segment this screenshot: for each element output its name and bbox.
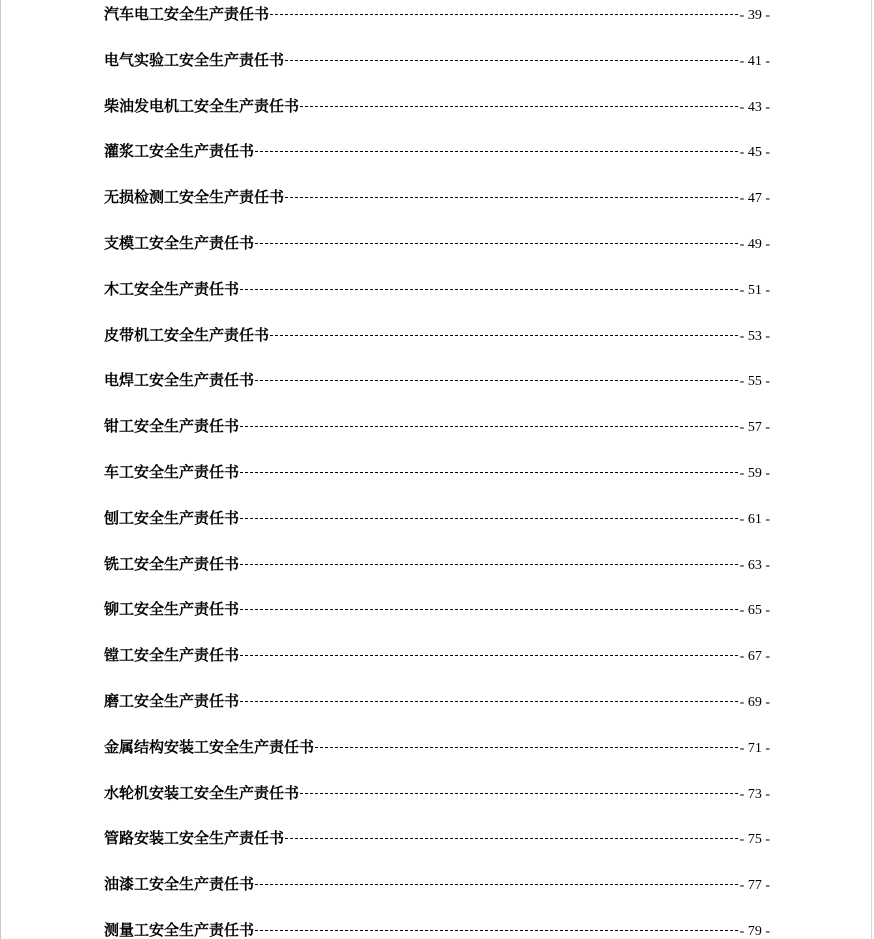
toc-entry-page-number: - 59 - xyxy=(739,465,770,481)
toc-entry-page-number: - 73 - xyxy=(739,786,770,802)
toc-entry[interactable] xyxy=(104,595,770,641)
toc-entry-title[interactable]: 铣工安全生产责任书 xyxy=(104,554,240,573)
toc-dot-leader xyxy=(255,151,738,152)
toc-dot-leader xyxy=(255,930,738,931)
toc-entry[interactable] xyxy=(104,275,770,321)
toc-dot-leader xyxy=(300,793,738,794)
toc-entry-title[interactable]: 电气实验工安全生产责任书 xyxy=(104,50,285,69)
toc-entry-title[interactable]: 柴油发电机工安全生产责任书 xyxy=(104,96,300,115)
toc-entry[interactable] xyxy=(104,412,770,458)
toc-entry-page-number: - 71 - xyxy=(739,740,770,756)
toc-dot-leader xyxy=(240,655,738,656)
toc-dot-leader xyxy=(270,14,738,15)
toc-entry[interactable] xyxy=(104,916,770,939)
toc-row xyxy=(104,919,770,939)
toc-entry[interactable] xyxy=(104,687,770,733)
toc-row xyxy=(104,369,770,393)
toc-entry-page-number: - 63 - xyxy=(739,557,770,573)
toc-entry[interactable] xyxy=(104,870,770,916)
page-right-edge xyxy=(871,0,872,939)
toc-dot-leader xyxy=(285,197,738,198)
toc-dot-leader xyxy=(255,243,738,244)
toc-entry-page-number: - 75 - xyxy=(739,832,770,848)
toc-entry-title[interactable]: 电焊工安全生产责任书 xyxy=(104,371,255,390)
toc-entry-page-number: - 41 - xyxy=(739,53,770,69)
toc-dot-leader xyxy=(255,380,738,381)
table-of-contents xyxy=(104,0,770,939)
toc-entry-title[interactable]: 铆工安全生产责任书 xyxy=(104,600,240,619)
toc-entry-page-number: - 39 - xyxy=(739,8,770,23)
toc-entry-title[interactable]: 皮带机工安全生产责任书 xyxy=(104,325,270,344)
toc-row xyxy=(104,186,770,210)
toc-dot-leader xyxy=(270,335,738,336)
toc-entry-title[interactable]: 汽车电工安全生产责任书 xyxy=(104,5,270,23)
toc-dot-leader xyxy=(240,701,738,702)
toc-entry[interactable] xyxy=(104,92,770,138)
toc-dot-leader xyxy=(315,747,738,748)
toc-entry-page-number: - 69 - xyxy=(739,694,770,710)
toc-entry-title[interactable]: 支模工安全生产责任书 xyxy=(104,233,255,252)
toc-entry-title[interactable]: 无损检测工安全生产责任书 xyxy=(104,188,285,207)
toc-row xyxy=(104,95,770,119)
toc-dot-leader xyxy=(240,518,738,519)
toc-row xyxy=(104,598,770,622)
toc-entry-title[interactable]: 车工安全生产责任书 xyxy=(104,462,240,481)
toc-entry-title[interactable]: 油漆工安全生产责任书 xyxy=(104,875,255,894)
toc-entry-page-number: - 57 - xyxy=(739,420,770,436)
toc-entry-page-number: - 67 - xyxy=(739,649,770,665)
toc-entry-title[interactable]: 测量工安全生产责任书 xyxy=(104,920,255,939)
toc-entry-page-number: - 77 - xyxy=(739,878,770,894)
toc-row xyxy=(104,461,770,485)
toc-entry[interactable] xyxy=(104,137,770,183)
toc-entry[interactable] xyxy=(104,321,770,367)
toc-dot-leader xyxy=(240,564,738,565)
toc-entry-title[interactable]: 木工安全生产责任书 xyxy=(104,279,240,298)
toc-entry-page-number: - 45 - xyxy=(739,145,770,161)
toc-row xyxy=(104,140,770,164)
toc-dot-leader xyxy=(240,426,738,427)
toc-entry-page-number: - 55 - xyxy=(739,374,770,390)
toc-entry[interactable] xyxy=(104,46,770,92)
toc-entry[interactable] xyxy=(104,641,770,687)
toc-entry-title[interactable]: 水轮机安装工安全生产责任书 xyxy=(104,783,300,802)
toc-entry-page-number: - 79 - xyxy=(739,923,770,939)
toc-row xyxy=(104,553,770,577)
toc-dot-leader xyxy=(240,472,738,473)
toc-entry-page-number: - 65 - xyxy=(739,603,770,619)
toc-entry-title[interactable]: 磨工安全生产责任书 xyxy=(104,691,240,710)
toc-row xyxy=(104,644,770,668)
toc-dot-leader xyxy=(240,289,738,290)
toc-row xyxy=(104,3,770,27)
toc-dot-leader xyxy=(300,106,738,107)
toc-entry[interactable] xyxy=(104,0,770,46)
toc-entry[interactable] xyxy=(104,183,770,229)
toc-row xyxy=(104,278,770,302)
toc-entry[interactable] xyxy=(104,458,770,504)
toc-row xyxy=(104,415,770,439)
toc-row xyxy=(104,690,770,714)
toc-entry-title[interactable]: 管路安装工安全生产责任书 xyxy=(104,829,285,848)
toc-entry-title[interactable]: 灌浆工安全生产责任书 xyxy=(104,142,255,161)
toc-dot-leader xyxy=(285,60,738,61)
toc-entry-title[interactable]: 刨工安全生产责任书 xyxy=(104,508,240,527)
page-left-edge xyxy=(0,0,1,939)
toc-entry[interactable] xyxy=(104,824,770,870)
toc-entry-title[interactable]: 钳工安全生产责任书 xyxy=(104,417,240,436)
toc-entry[interactable] xyxy=(104,229,770,275)
toc-row xyxy=(104,782,770,806)
toc-entry[interactable] xyxy=(104,550,770,596)
toc-entry-title[interactable]: 镗工安全生产责任书 xyxy=(104,646,240,665)
toc-dot-leader xyxy=(240,609,738,610)
toc-entry[interactable] xyxy=(104,779,770,825)
toc-row xyxy=(104,324,770,348)
toc-row xyxy=(104,873,770,897)
toc-entry[interactable] xyxy=(104,366,770,412)
toc-dot-leader xyxy=(255,884,738,885)
toc-entry-page-number: - 43 - xyxy=(739,99,770,115)
toc-entry-page-number: - 47 - xyxy=(739,191,770,207)
toc-entry-page-number: - 49 - xyxy=(739,236,770,252)
toc-row xyxy=(104,232,770,256)
toc-row xyxy=(104,736,770,760)
toc-row xyxy=(104,507,770,531)
toc-entry[interactable] xyxy=(104,733,770,779)
toc-entry-page-number: - 61 - xyxy=(739,511,770,527)
toc-entry-title[interactable]: 金属结构安装工安全生产责任书 xyxy=(104,737,315,756)
toc-row xyxy=(104,827,770,851)
toc-entry-page-number: - 53 - xyxy=(739,328,770,344)
toc-row xyxy=(104,49,770,73)
toc-dot-leader xyxy=(285,838,738,839)
toc-entry[interactable] xyxy=(104,504,770,550)
toc-entry-page-number: - 51 - xyxy=(739,282,770,298)
